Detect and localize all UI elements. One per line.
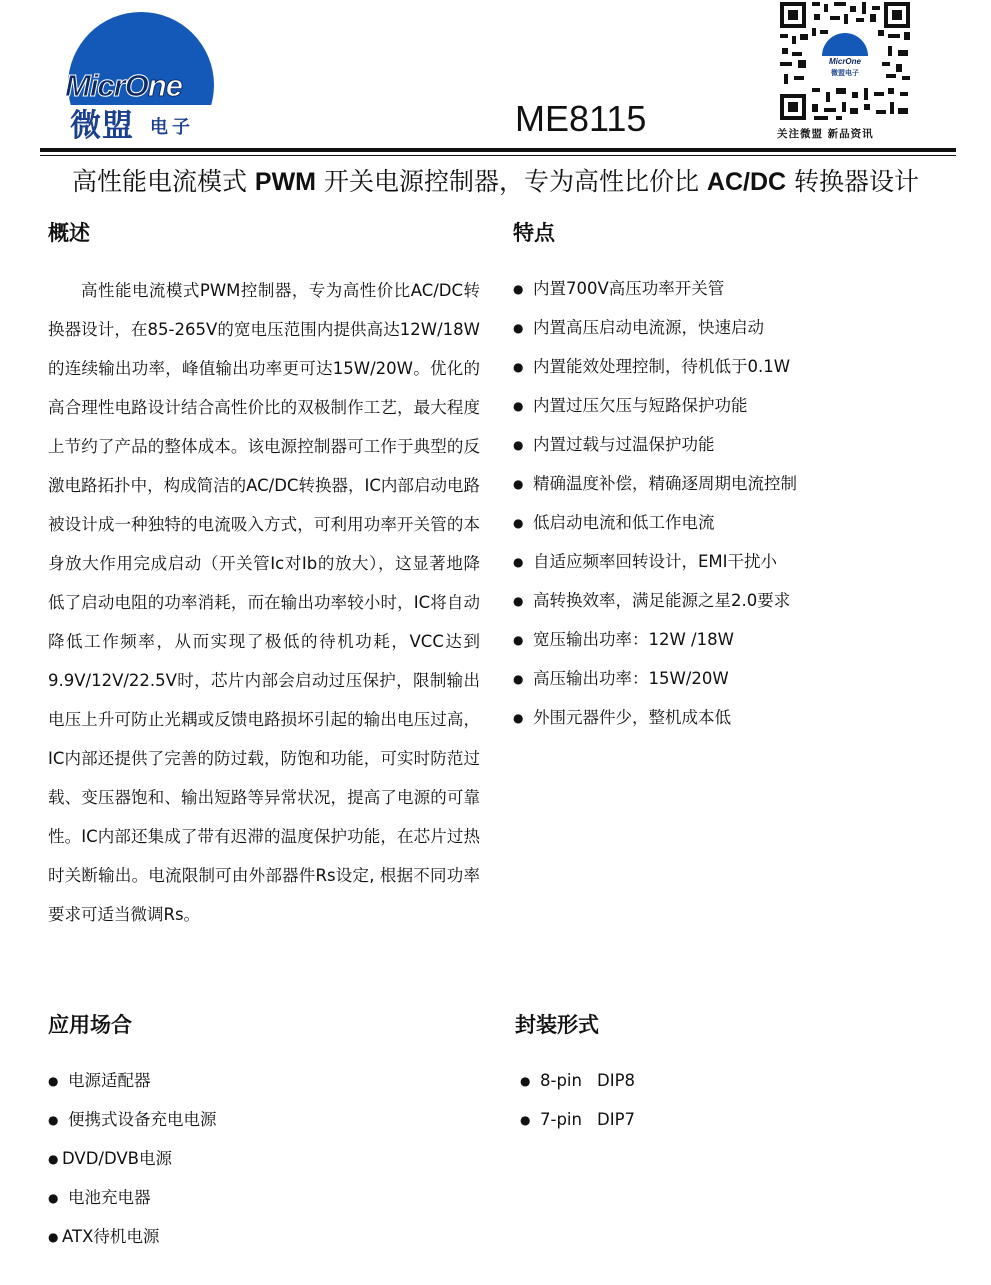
bullet-icon: ●	[513, 477, 524, 491]
feature-item: ● 宽压输出功率：12W /18W	[513, 620, 797, 659]
header-rule-thin	[40, 155, 956, 156]
package-item: ● 7-pin DIP7	[520, 1100, 635, 1139]
bullet-icon: ●	[48, 1074, 59, 1088]
feature-item: ● 高转换效率，满足能源之星2.0要求	[513, 581, 797, 620]
logo-wordmark: MicrOne	[65, 68, 183, 103]
bullet-icon: ●	[513, 399, 524, 413]
bullet-icon: ●	[520, 1113, 531, 1127]
application-item: ● 便携式设备充电电源	[48, 1100, 217, 1139]
applications-heading: 应用场合	[48, 1013, 132, 1037]
bullet-icon: ●	[513, 282, 524, 296]
bullet-icon: ●	[48, 1113, 59, 1127]
svg-text:MicrOne: MicrOne	[828, 57, 862, 66]
company-logo	[62, 12, 217, 144]
applications-list	[48, 1061, 217, 1256]
feature-item: ● 内置过载与过温保护功能	[513, 425, 797, 464]
bullet-icon: ●	[513, 516, 524, 530]
bullet-icon: ●	[513, 438, 524, 452]
bullet-icon: ●	[513, 321, 524, 335]
logo-chinese-sub: 电子	[150, 117, 194, 138]
bullet-icon: ●	[48, 1230, 59, 1244]
packages-heading: 封装形式	[515, 1013, 599, 1037]
feature-item: ● 自适应频率回转设计，EMI干扰小	[513, 542, 797, 581]
bullet-icon: ●	[513, 711, 524, 725]
feature-item: ● 内置过压欠压与短路保护功能	[513, 386, 797, 425]
packages-list	[520, 1061, 635, 1139]
bullet-icon: ●	[513, 633, 524, 647]
feature-item: ● 低启动电流和低工作电流	[513, 503, 797, 542]
bullet-icon: ●	[513, 594, 524, 608]
feature-item: ● 内置能效处理控制，待机低于0.1W	[513, 347, 797, 386]
qr-code-icon	[778, 0, 912, 122]
bullet-icon: ●	[520, 1074, 531, 1088]
overview-heading: 概述	[48, 221, 90, 245]
application-item: ● DVD/DVB电源	[48, 1139, 217, 1178]
feature-item: ● 内置高压启动电流源，快速启动	[513, 308, 797, 347]
logo-chinese-name: 微盟	[70, 108, 134, 144]
header-rule-thick	[40, 148, 956, 152]
bullet-icon: ●	[513, 672, 524, 686]
svg-text:微盟电子: 微盟电子	[831, 69, 859, 77]
qr-code	[778, 0, 912, 122]
feature-item: ● 内置700V高压功率开关管	[513, 269, 797, 308]
application-item: ● ATX待机电源	[48, 1217, 217, 1256]
features-heading: 特点	[513, 221, 555, 245]
overview-paragraph: 高性能电流模式PWM控制器，专为高性价比AC/DC转换器设计，在85-265V的宽电压范围内提供高达12W/18W的连续输出功率，峰值输出功率更可达15W/20W。优化的高合理性电路设计结合高性价比的双极制作工艺，最大程度上节约了产品的整体成本。该电源控制器可工作于典型的反激电路拓扑中，构成简洁的AC/DC转换器，IC内部启动电路被设计成一种独特的电流吸入方式，可利用功率开关管的本身放大作用完成启动（开关管Ic对Ib的放大），这显著地降低了启动电阻的功率消耗，而在输出功率较小时，IC将自动降低工作频率，从而实现了极低的待机功耗，VCC达到9.9V/12V/22.5V时，芯片内部会启动过压保护，限制输出电压上升可防止光耦或反馈电路损坏引起的输出电压过高，IC内部还提供了完善的防过载，防饱和功能，可实时防范过载、变压器饱和、输出短路等异常状况，提高了电源的可靠性。IC内部还集成了带有迟滞的温度保护功能，在芯片过热时关断输出。电流限制可由外部器件Rs设定, 根据不同功率要求可适当微调Rs。	[48, 281, 480, 924]
bullet-icon: ●	[513, 360, 524, 374]
bullet-icon: ●	[513, 555, 524, 569]
package-item: ● 8-pin DIP8	[520, 1061, 635, 1100]
bullet-icon: ●	[48, 1152, 59, 1166]
application-item: ● 电池充电器	[48, 1178, 217, 1217]
qr-caption: 关注微盟 新品资讯	[777, 128, 874, 140]
feature-item: ● 精确温度补偿，精确逐周期电流控制	[513, 464, 797, 503]
bullet-icon: ●	[48, 1191, 59, 1205]
application-item: ● 电源适配器	[48, 1061, 217, 1100]
features-list	[513, 269, 797, 737]
feature-item: ● 高压输出功率：15W/20W	[513, 659, 797, 698]
feature-item: ● 外围元器件少，整机成本低	[513, 698, 797, 737]
document-subtitle: 高性能电流模式 PWM 开关电源控制器，专为高性比价比 AC/DC 转换器设计	[71, 167, 920, 196]
part-number: ME8115	[515, 98, 647, 139]
